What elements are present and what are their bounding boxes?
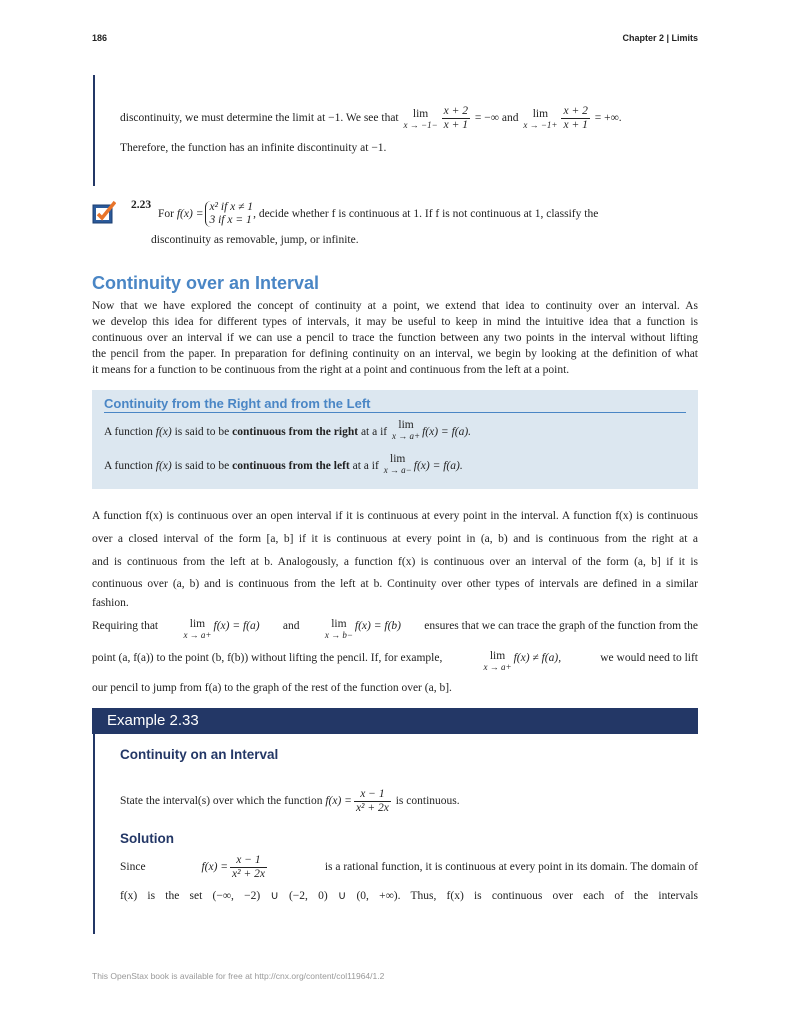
- text: = +∞.: [594, 112, 622, 125]
- text: f(x) =: [176, 208, 204, 220]
- def-right: A function f(x) is said to be continuous from the right at a if lim x → a+ f(x) = f(a).: [104, 419, 472, 441]
- text: discontinuity, we must determine the limit at −1. We see that: [120, 112, 399, 125]
- text: we would need to lift: [600, 652, 698, 664]
- solution-label: Solution: [120, 831, 174, 846]
- body-line: continuous over (a, b) and is continuous from the left at b. Continuity over other types of intervals are defined in a similar: [92, 578, 698, 590]
- text: and: [282, 620, 300, 632]
- example-label: Example 2.33: [107, 712, 199, 729]
- text: and: [501, 112, 519, 125]
- para-line: it means for a function to be continuous from the right at a point and continuous from the left at a point.: [92, 364, 570, 376]
- exercise: [92, 198, 698, 248]
- text: ensures that we can trace the graph of the function from the: [424, 620, 698, 632]
- body-line: and is continuous from the left at b. Analogously, a function f(x) is continuous over an interval of the form (a, b] if it is: [92, 556, 698, 568]
- page-number: 186: [92, 33, 108, 43]
- text: , decide whether f is continuous at 1. If f is not continuous at 1, classify the: [253, 208, 599, 220]
- text: point (a, f(a)) to the point (b, f(b)) without lifting the pencil. If, for example,: [92, 652, 443, 664]
- limit: lim x → b− f(x) = f(b): [324, 618, 401, 640]
- text: Since: [120, 861, 146, 873]
- example-banner: [92, 708, 698, 734]
- chapter-title: Chapter 2 | Limits: [622, 33, 698, 43]
- example-problem: State the interval(s) over which the function f(x) = $\frac{x - 1}{\text{x² + 2x}}$ is continuous.: [120, 787, 460, 814]
- limit: lim x → −1−: [403, 107, 438, 130]
- definition-title: Continuity from the Right and from the Left: [104, 396, 686, 413]
- body-line: over a closed interval of the form [a, b] if it is continuous at every point in (a, b) and is continuous from the right at a: [92, 533, 698, 545]
- exercise-line-2: discontinuity as removable, jump, or infinite.: [151, 234, 359, 246]
- body-last-line: our pencil to jump from f(a) to the graph of the rest of the function over (a, b].: [92, 682, 452, 694]
- definition-box: [92, 390, 698, 489]
- body-line: fashion.: [92, 597, 129, 609]
- prev-line-1: [120, 105, 698, 132]
- solution-line-2: f(x) is the set (−∞, −2) ∪ (−2, 0) ∪ (0, +∞). Thus, f(x) is continuous over each of the intervals: [120, 890, 698, 902]
- footer-text: This OpenStax book is available for free at http://cnx.org/content/col11964/1.2: [92, 971, 385, 981]
- fraction: $\frac{x + 2}{x + 1}$: [443, 105, 469, 131]
- body-line: A function f(x) is continuous over an open interval if it is continuous at every point in the interval. A function f(x) is continuous: [92, 510, 698, 522]
- function: f(x) = $\frac{x - 1}{\text{x² + 2x}}$: [201, 853, 265, 880]
- point-line: [92, 650, 698, 678]
- text: = −∞: [474, 112, 499, 125]
- limit: lim x → a+ f(x) = f(a): [183, 618, 260, 640]
- exercise-line-1: [158, 198, 698, 228]
- limit: lim x → −1+: [523, 107, 558, 130]
- example-title: Continuity on an Interval: [120, 747, 279, 762]
- text: is a rational function, it is continuous at every point in its domain. The domain of: [324, 861, 698, 873]
- para-line: continuous over an interval if we can use a pencil to trace the function between any two points in the interval without lifting: [92, 332, 698, 344]
- section-title: Continuity over an Interval: [92, 273, 320, 293]
- text: Requiring that: [92, 620, 159, 632]
- body-paragraph: [92, 505, 698, 612]
- para-line: the pencil from the paper. In preparation for defining continuity on an interval, we begin by looking at the definition of what: [92, 348, 698, 360]
- para-line: we develop this idea for different types of intervals, it may be useful to keep in mind the intuitive idea that a function is: [92, 316, 698, 328]
- example-body: [93, 734, 698, 934]
- piecewise: x² if x ≠ 1 3 if x = 1: [205, 201, 253, 227]
- requiring-line: [92, 618, 698, 646]
- section-paragraph: [92, 298, 698, 378]
- checkpoint-check-icon: [92, 200, 116, 224]
- fraction: $\frac{x + 2}{x + 1}$: [563, 105, 588, 131]
- text: For: [158, 208, 174, 220]
- exercise-number: 2.23: [131, 199, 152, 211]
- def-left: A function f(x) is said to be continuous from the left at a if lim x → a− f(x) = f(a).: [104, 453, 463, 475]
- solution-line-1: [120, 852, 698, 882]
- example-continuation: [93, 75, 698, 186]
- prev-line-2: Therefore, the function has an infinite discontinuity at −1.: [120, 142, 387, 154]
- limit: lim x → a+ f(x) ≠ f(a),: [483, 650, 562, 672]
- page-header: [92, 32, 698, 44]
- para-line: Now that we have explored the concept of continuity at a point, we extend that idea to continuity over an interval. As: [92, 300, 698, 312]
